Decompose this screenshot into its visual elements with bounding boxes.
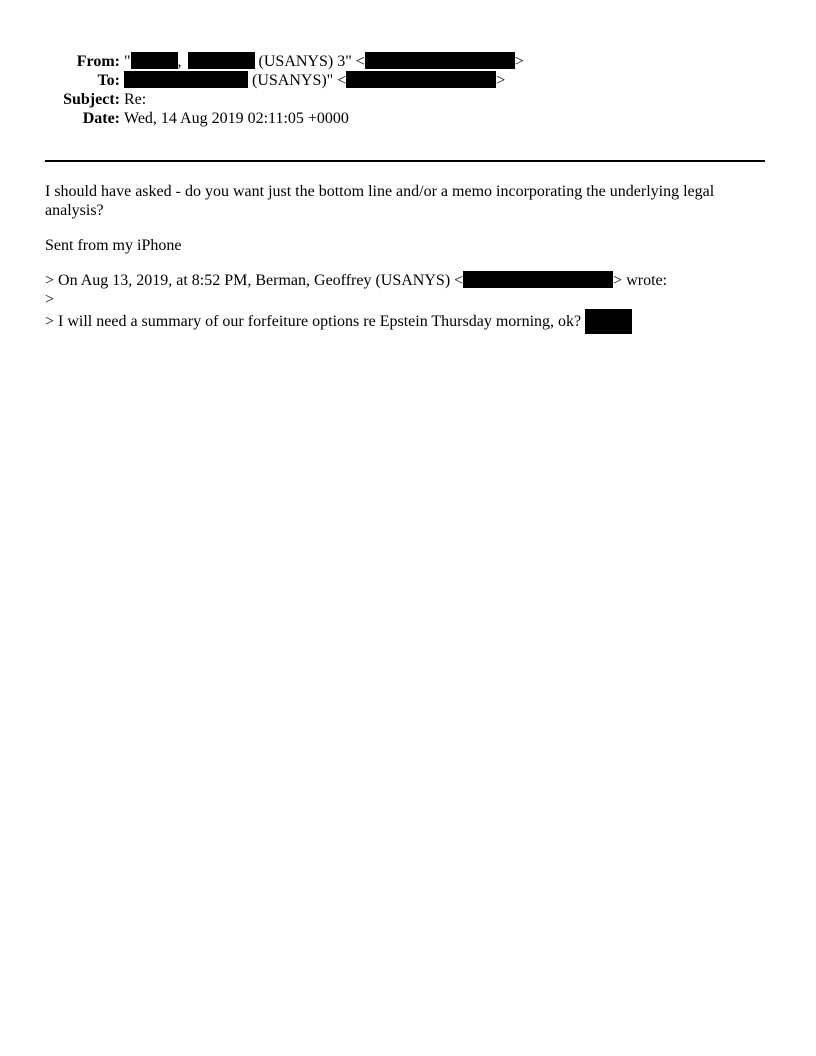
to-row <box>0 71 816 90</box>
quoted-blank-line: > <box>45 291 55 308</box>
redaction-block <box>188 52 255 69</box>
from-row <box>0 52 816 71</box>
to-suffix: (USANYS)" < <box>252 72 347 89</box>
subject-value: Re: <box>124 91 147 108</box>
to-label: To: <box>97 72 120 89</box>
from-comma: , <box>177 53 182 70</box>
email-body <box>45 182 745 328</box>
from-value <box>124 52 524 71</box>
redaction-block <box>131 52 178 69</box>
body-paragraph: I should have asked - do you want just the bottom line and/or a memo incorporating the underlying legal analysis? <box>45 183 715 219</box>
subject-row <box>0 90 816 109</box>
signature: Sent from my iPhone <box>45 237 182 254</box>
quoted-message <box>45 309 745 328</box>
to-value <box>124 71 505 90</box>
redaction-block <box>585 309 632 334</box>
date-row <box>0 109 816 128</box>
from-open-quote: " <box>124 53 131 70</box>
to-close: > <box>496 72 506 89</box>
redaction-block <box>346 71 496 88</box>
redaction-block <box>365 52 515 69</box>
date-label: Date: <box>82 110 120 127</box>
date-value: Wed, 14 Aug 2019 02:11:05 +0000 <box>124 110 349 127</box>
quoted-message-text: > I will need a summary of our forfeiture options re Epstein Thursday morning, ok? <box>45 313 582 330</box>
from-suffix: (USANYS) 3" < <box>258 53 365 70</box>
email-header <box>0 52 816 128</box>
header-divider <box>45 160 765 162</box>
quote-prefix: > On Aug 13, 2019, at 8:52 PM, Berman, Geoffrey (USANYS) < <box>45 272 464 289</box>
redaction-block <box>463 271 613 288</box>
from-close: > <box>514 53 524 70</box>
redaction-block <box>124 71 248 88</box>
from-label: From: <box>76 53 120 70</box>
quote-suffix: > wrote: <box>613 272 668 289</box>
quoted-attribution <box>45 271 745 290</box>
subject-label: Subject: <box>63 91 120 108</box>
